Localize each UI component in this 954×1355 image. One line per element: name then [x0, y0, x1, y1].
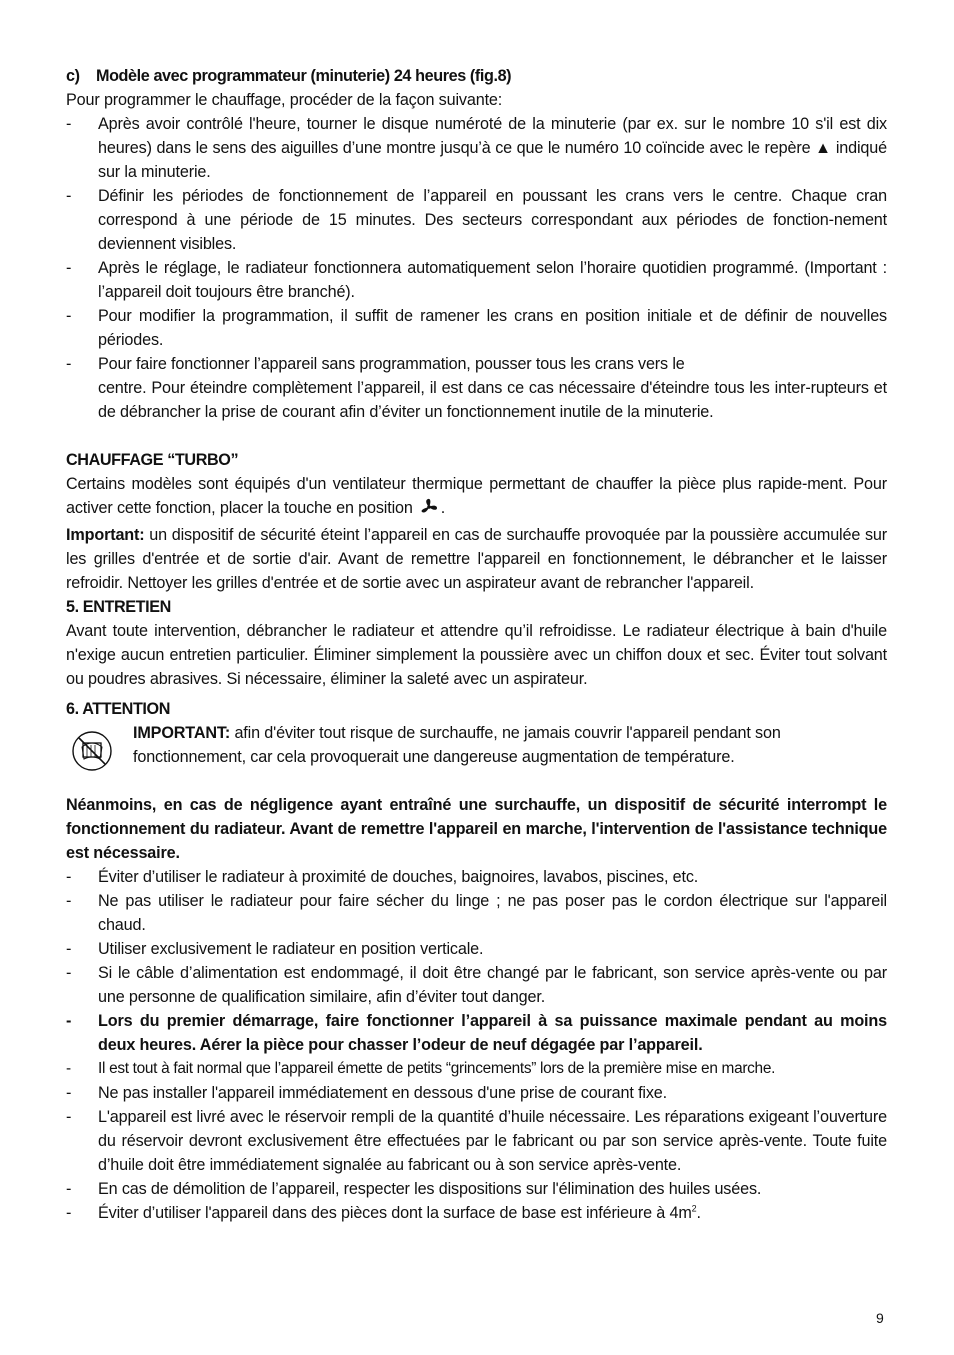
page-number: 9 — [876, 1310, 884, 1326]
list-item-text: indiqué sur la minuterie. — [98, 139, 887, 181]
list-item-text-end: . — [696, 1204, 701, 1222]
list-item: - Ne pas utiliser le radiateur pour faire sécher du linge ; ne pas poser pas le cordon électrique sur l'appareil chaud. — [66, 889, 887, 937]
list-item — [66, 1201, 887, 1225]
superscript: 2 — [691, 1203, 697, 1214]
list-item: - Utiliser exclusivement le radiateur en position verticale. — [66, 937, 887, 961]
manual-page — [66, 64, 887, 1225]
entretien-text: Avant toute intervention, débrancher le radiateur et attendre qu’il refroidisse. Le radiateur électrique à bain d'huile n'exige aucun entretien particulier. Éliminer simplement la poussière avec un chiffon doux et sec. Éviter tout solvant ou poudres abrasives. Si nécessaire, éliminer la saleté avec un aspirateur. — [66, 622, 887, 688]
list-item: - En cas de démolition de l’appareil, respecter les dispositions sur l'élimination des huiles usées. — [66, 1177, 887, 1201]
important-label: Important: — [66, 526, 145, 544]
section-c-heading: c) Modèle avec programmateur (minuterie) 24 heures (fig.8) — [66, 67, 512, 85]
list-item: - Après le réglage, le radiateur fonctionnera automatiquement selon l’horaire quotidien programmé. (Important : l’appareil doit toujours être branché). — [66, 256, 887, 304]
important-label: IMPORTANT: — [133, 724, 231, 742]
list-item-text: Après avoir contrôlé l'heure, tourner le disque numéroté de la minuterie (par ex. sur le nombre 10 s'il est dix heures) dans le sens des aiguilles d’une montre jusqu’à ce que le numéro 10 coïncide avec le repère — [98, 115, 887, 157]
list-item: - Pour modifier la programmation, il suffit de ramener les crans en position initiale et de définir de nouvelles périodes. — [66, 304, 887, 352]
turbo-important — [66, 523, 887, 595]
list-item: - Ne pas installer l'appareil immédiatement en dessous d'une prise de courant fixe. — [66, 1081, 887, 1105]
attention-important-text — [133, 721, 887, 769]
attention-list — [66, 865, 887, 1225]
entretien-heading: 5. ENTRETIEN — [66, 598, 171, 616]
do-not-cover-icon — [70, 729, 114, 780]
turbo-text — [66, 472, 887, 523]
turbo-text-end: . — [440, 499, 446, 517]
list-item: - Lors du premier démarrage, faire fonctionner l’appareil à sa puissance maximale pendant au moins deux heures. Aérer la pièce pour chasser l’odeur de neuf dégagée par l’appareil. — [66, 1009, 887, 1057]
fan-icon — [419, 498, 439, 523]
list-item-text: Éviter d’utiliser l'appareil dans des pièces dont la surface de base est inférieure à 4m — [98, 1204, 692, 1222]
turbo-heading: CHAUFFAGE “TURBO” — [66, 451, 239, 469]
list-item-text: Pour faire fonctionner l’appareil sans programmation, pousser tous les crans vers le — [98, 355, 685, 373]
list-item: - L'appareil est livré avec le réservoir rempli de la quantité d’huile nécessaire. Les réparations exigeant l’ouverture du réservoir devront exclusivement être effectuées par le fabricant ou par son service après-vente. Toute fuite d’huile doit être immédiatement signalée au fabricant ou à son service après-vente. — [66, 1105, 887, 1177]
list-item: - Si le câble d’alimentation est endommagé, il doit être changé par le fabricant, son service après-vente ou par une personne de qualification similaire, afin d’éviter tout danger. — [66, 961, 887, 1009]
section-c-intro: Pour programmer le chauffage, procéder de la façon suivante: — [66, 91, 503, 109]
attention-warning: Néanmoins, en cas de négligence ayant entraîné une surchauffe, un dispositif de sécurité interrompt le fonctionnement du radiateur. Avant de remettre l'appareil en marche, l'intervention de l'assistance technique est nécessaire. — [66, 796, 887, 862]
attention-heading: 6. ATTENTION — [66, 700, 171, 718]
turbo-text-body: Certains modèles sont équipés d'un ventilateur thermique permettant de chauffer la pièce plus rapide-ment. Pour activer cette fonction, placer la touche en position — [66, 475, 887, 517]
attention-important-block — [66, 721, 887, 769]
list-item — [66, 112, 887, 184]
list-item: - Il est tout à fait normal que l’appareil émette de petits “grincements” lors de la première mise en marche. — [66, 1057, 887, 1081]
triangle-marker-icon: ▲ — [815, 139, 832, 157]
list-item: - Définir les périodes de fonctionnement de l’appareil en poussant les crans vers le centre. Chaque cran correspond à une période de 15 minutes. Des secteurs correspondant aux périodes de fonction-nement deviennent visibles. — [66, 184, 887, 256]
list-item: - Éviter d’utiliser le radiateur à proximité de douches, baignoires, lavabos, piscines, etc. — [66, 865, 887, 889]
important-text: afin d'éviter tout risque de surchauffe, ne jamais couvrir l'appareil pendant son fonctionnement, car cela provoquerait une dangereuse augmentation de température. — [133, 724, 781, 766]
list-item — [66, 352, 887, 424]
important-text: un dispositif de sécurité éteint l’appareil en cas de surchauffe provoquée par la poussière accumulée sur les grilles d'entrée et de sortie d'air. Avant de remettre l'appareil en fonctionnement, le débrancher et le laisser refroidir. Nettoyer les grilles d'entrée et de sortie avec un aspirateur avant de rebrancher l'appareil. — [66, 526, 887, 592]
list-item-text: centre. Pour éteindre complètement l’appareil, il est dans ce cas nécessaire d'éteindre tous les inter-rupteurs et de débrancher la prise de courant afin d’éviter un fonctionnement inutile de la minuterie. — [98, 379, 887, 421]
section-c-list — [66, 112, 887, 424]
